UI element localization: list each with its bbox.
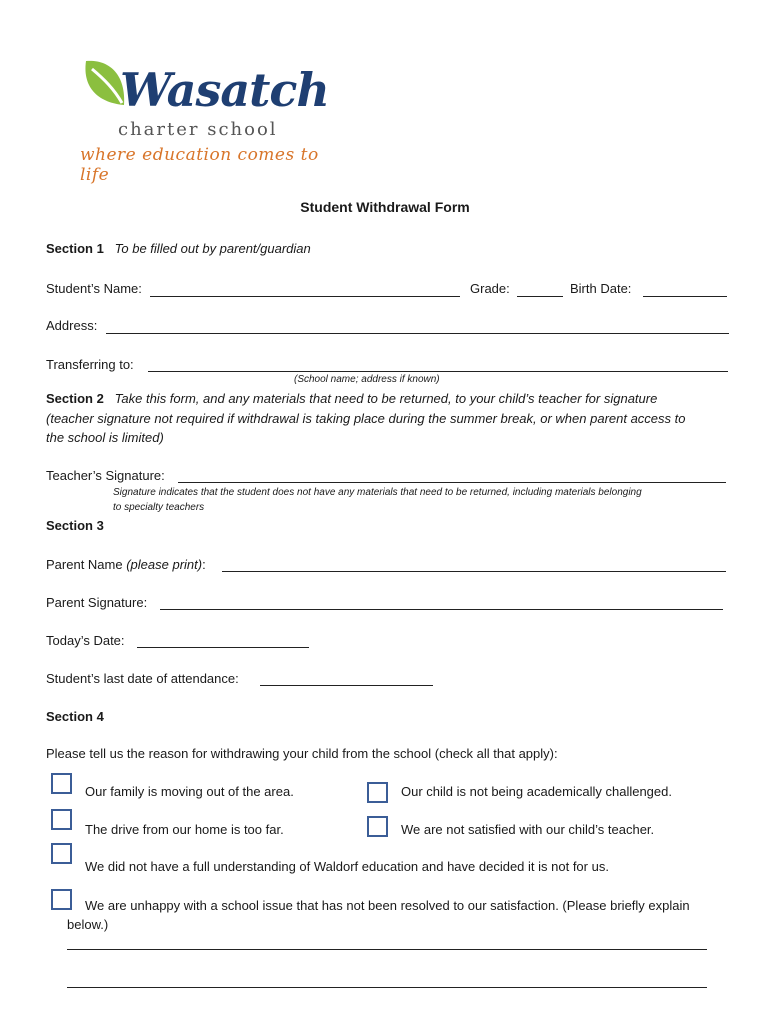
option-school-issue: We are unhappy with a school issue that has not been resolved to our satisfaction. (Please briefly explain <box>85 898 690 913</box>
student-name-label: Student’s Name: <box>46 281 142 296</box>
section2-heading: Section 2 <box>46 391 104 406</box>
section4-prompt: Please tell us the reason for withdrawing your child from the school (check all that apply): <box>46 746 558 761</box>
section2-text-line2 <box>46 411 686 427</box>
last-date-label: Student’s last date of attendance: <box>46 671 239 686</box>
section4-heading-text: Section 4 <box>46 709 104 724</box>
section4-heading <box>46 709 104 725</box>
grade-label: Grade: <box>470 281 510 296</box>
signature-note-line1: Signature indicates that the student does not have any materials that need to be returned, including materials belonging <box>113 487 642 498</box>
option-waldorf: We did not have a full understanding of Waldorf education and have decided it is not for us. <box>85 859 609 874</box>
transferring-label: Transferring to: <box>46 357 134 372</box>
option-not-challenged: Our child is not being academically challenged. <box>401 784 672 799</box>
option-teacher: We are not satisfied with our child’s teacher. <box>401 822 655 837</box>
logo-tagline: where education comes to life <box>80 145 319 185</box>
section3-heading-text: Section 3 <box>46 518 104 533</box>
birth-date-label: Birth Date: <box>570 281 632 296</box>
logo-wordmark: Wasatch <box>120 63 329 117</box>
parent-signature-field[interactable] <box>160 609 723 610</box>
todays-date-label: Today’s Date: <box>46 633 125 648</box>
section3-heading <box>46 518 104 534</box>
signature-note-line2: to specialty teachers <box>113 502 205 513</box>
address-label: Address: <box>46 318 98 333</box>
checkbox-drive-too-far[interactable] <box>51 809 72 830</box>
teacher-signature-field[interactable] <box>178 482 726 483</box>
parent-name-field[interactable] <box>222 571 726 572</box>
grade-field[interactable] <box>517 296 563 297</box>
transferring-field[interactable] <box>148 371 728 372</box>
section2-text-line1: Take this form, and any materials that need to be returned, to your child’s teacher for signature <box>114 391 658 406</box>
transferring-hint: (School name; address if known) <box>294 374 440 385</box>
explanation-line-1[interactable] <box>67 949 707 950</box>
section2-text-line2-text: (teacher signature not required if withdrawal is taking place during the summer break, or when parent access to <box>46 411 686 426</box>
parent-name-hint: (please print) <box>126 557 203 572</box>
last-date-field[interactable] <box>260 685 433 686</box>
option-drive-too-far: The drive from our home is too far. <box>85 822 284 837</box>
parent-name-colon: : <box>202 557 206 572</box>
form-title: Student Withdrawal Form <box>300 199 470 215</box>
address-field[interactable] <box>106 333 729 334</box>
student-name-field[interactable] <box>150 296 460 297</box>
option-moving: Our family is moving out of the area. <box>85 784 294 799</box>
option-school-issue-cont: below.) <box>67 917 109 932</box>
section1-header <box>46 241 311 257</box>
birth-date-field[interactable] <box>643 296 727 297</box>
parent-signature-label: Parent Signature: <box>46 595 148 610</box>
checkbox-waldorf[interactable] <box>51 843 72 864</box>
school-logo <box>78 55 338 185</box>
logo-subtitle: charter school <box>118 119 278 140</box>
parent-name-label-text: Parent Name <box>46 557 123 572</box>
checkbox-moving[interactable] <box>51 773 72 794</box>
section2-header <box>46 391 657 407</box>
checkbox-not-challenged[interactable] <box>367 782 388 803</box>
teacher-signature-label: Teacher’s Signature: <box>46 468 165 483</box>
checkbox-school-issue[interactable] <box>51 889 72 910</box>
todays-date-field[interactable] <box>137 647 309 648</box>
parent-name-label <box>46 557 206 573</box>
explanation-line-2[interactable] <box>67 987 707 988</box>
section2-text-line3 <box>46 430 164 446</box>
section1-heading: Section 1 <box>46 241 104 256</box>
section2-text-line3-text: the school is limited) <box>46 430 164 445</box>
section1-note: To be filled out by parent/guardian <box>114 241 311 256</box>
checkbox-teacher[interactable] <box>367 816 388 837</box>
